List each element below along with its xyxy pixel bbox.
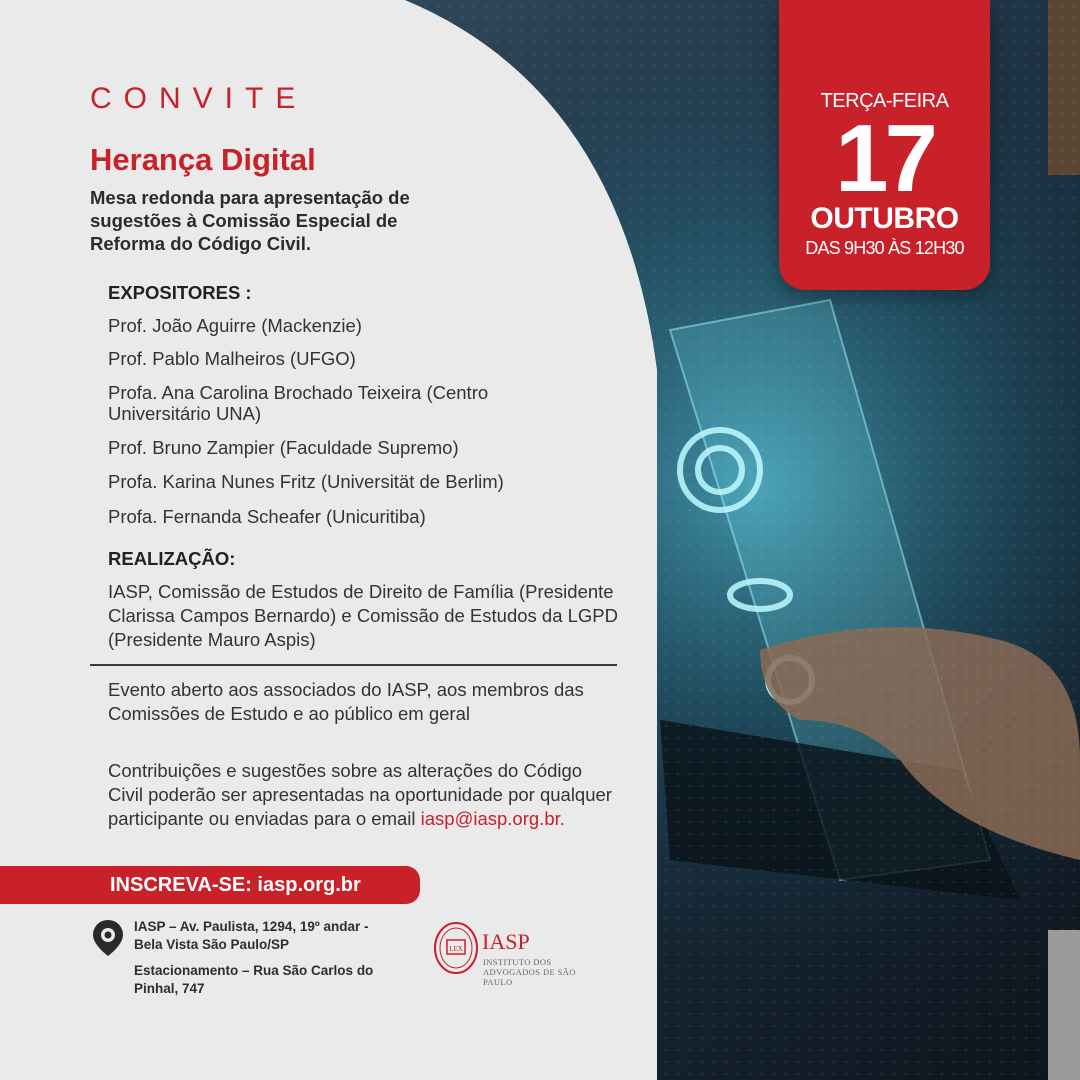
email-link[interactable]: iasp@iasp.org.br. <box>420 808 565 829</box>
event-title: Herança Digital <box>90 142 316 177</box>
event-time: DAS 9H30 ÀS 12H30 <box>805 238 964 258</box>
logo-name: IASP <box>482 929 530 954</box>
address-text: IASP – Av. Paulista, 1294, 19º andar - Bela Vista São Paulo/SP <box>134 919 369 952</box>
signup-label[interactable]: INSCREVA-SE: iasp.org.br <box>110 874 361 896</box>
speaker-item: Profa. Fernanda Scheafer (Unicuritiba) <box>108 506 426 527</box>
organization-text: IASP, Comissão de Estudos de Direito de Família (Presidente Clarissa Campos Bernardo) e Comissão de Estudos da LGPD (Presidente Mauro Aspis) <box>108 581 619 650</box>
parking-text: Estacionamento – Rua São Carlos do Pinhal, 747 <box>134 963 374 996</box>
divider <box>90 664 617 666</box>
logo-subtitle: INSTITUTO DOS ADVOGADOS DE SÃO PAULO <box>483 957 576 987</box>
event-day: 17 <box>835 105 934 212</box>
event-weekday: TERÇA-FEIRA <box>820 90 949 112</box>
speaker-item: Profa. Ana Carolina Brochado Teixeira (Centro Universitário UNA) <box>108 382 489 424</box>
speaker-item: Prof. João Aguirre (Mackenzie) <box>108 315 362 336</box>
speaker-item: Profa. Karina Nunes Fritz (Universität de Berlim) <box>108 471 504 492</box>
event-month: OUTUBRO <box>810 202 959 235</box>
speaker-item: Prof. Bruno Zampier (Faculdade Supremo) <box>108 437 459 458</box>
speakers-label: EXPOSITORES : <box>108 282 252 303</box>
location-pin-icon <box>90 918 126 958</box>
open-event-text: Evento aberto aos associados do IASP, aos membros das Comissões de Estudo e ao público em geral <box>108 679 584 724</box>
contributions-body: Contribuições e sugestões sobre as alterações do Código Civil poderão ser apresentadas na oportunidade por qualquer participante ou enviadas para o email <box>108 760 612 829</box>
speaker-item: Prof. Pablo Malheiros (UFGO) <box>108 348 356 369</box>
iasp-seal-icon <box>432 920 480 976</box>
contributions-text <box>108 759 618 831</box>
event-subtitle: Mesa redonda para apresentação de sugestões à Comissão Especial de Reforma do Código Civil. <box>90 187 410 254</box>
signup-banner[interactable] <box>0 866 420 904</box>
invitation-label: CONVITE <box>90 82 308 115</box>
seal-text: LEX <box>449 945 463 953</box>
date-card <box>779 0 990 290</box>
organization-label: REALIZAÇÃO: <box>108 548 236 569</box>
